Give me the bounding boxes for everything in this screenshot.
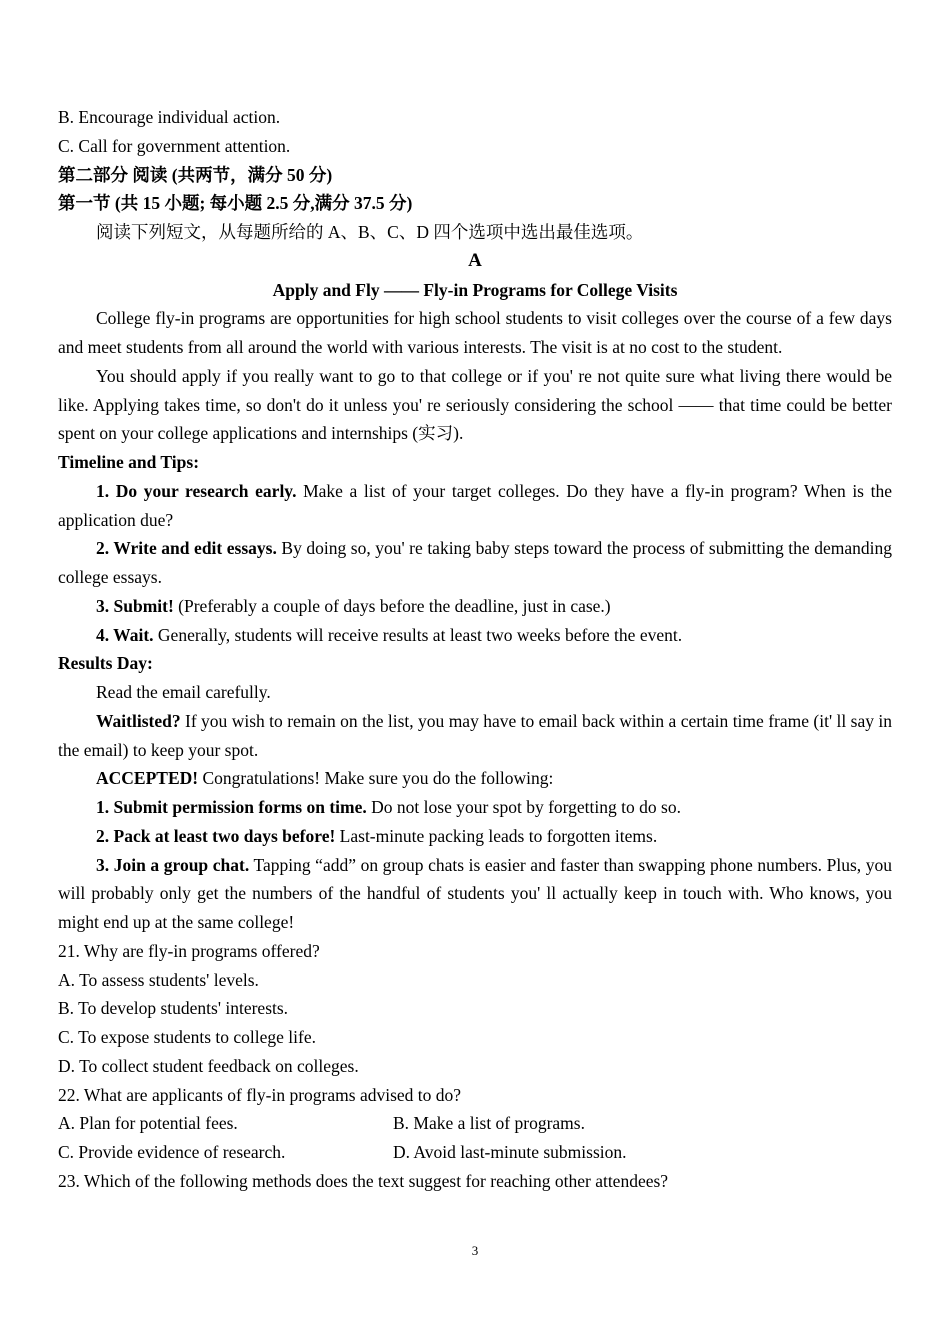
waitlisted-paragraph bbox=[58, 707, 892, 765]
step-1 bbox=[58, 793, 892, 822]
paragraph-1: College fly-in programs are opportunities for high school students to visit colleges over the course of a few days and meet students from all around the world with various interests. The visit is at no cost to the student. bbox=[58, 308, 892, 357]
waitlisted-label: Waitlisted? bbox=[96, 710, 181, 731]
question-21-stem: 21. Why are fly-in programs offered? bbox=[58, 940, 320, 961]
question-22-option-b: B. Make a list of programs. bbox=[393, 1113, 585, 1134]
step-3-label: 3. Join a group chat. bbox=[96, 854, 250, 875]
tip-1-label: 1. Do your research early. bbox=[96, 480, 297, 501]
step-2-label: 2. Pack at least two days before! bbox=[96, 825, 336, 846]
instruction: 阅读下列短文，从每题所给的 A、B、C、D 四个选项中选出最佳选项。 bbox=[96, 222, 644, 242]
question-21-option-a: A. To assess students' levels. bbox=[58, 969, 259, 990]
passage-title: Apply and Fly —— Fly-in Programs for College Visits bbox=[272, 279, 678, 300]
timeline-heading: Timeline and Tips: bbox=[58, 452, 200, 472]
previous-option-c: C. Call for government attention. bbox=[58, 135, 291, 156]
tip-2-text: By doing so, you' re taking baby steps toward the process of submitting the demanding college essays. bbox=[58, 538, 892, 587]
step-2-text: Last-minute packing leads to forgotten items. bbox=[335, 825, 658, 846]
results-heading: Results Day: bbox=[58, 653, 153, 674]
question-22-stem: 22. What are applicants of fly-in programs advised to do? bbox=[58, 1084, 462, 1105]
accepted-label: ACCEPTED! bbox=[96, 768, 199, 789]
step-2 bbox=[58, 822, 892, 851]
question-21-option-c: C. To expose students to college life. bbox=[58, 1027, 316, 1047]
question-21-option-b: B. To develop students' interests. bbox=[58, 998, 289, 1019]
accepted-text: Congratulations! Make sure you do the following: bbox=[198, 768, 554, 789]
tip-1 bbox=[58, 477, 892, 535]
tip-3 bbox=[58, 592, 892, 621]
question-22-options-row-2 bbox=[58, 1138, 892, 1167]
step-1-label: 1. Submit permission forms on time. bbox=[96, 797, 367, 817]
tip-3-text: (Preferably a couple of days before the deadline, just in case.) bbox=[173, 595, 611, 616]
tip-4-text: Generally, students will receive results at least two weeks before the event. bbox=[153, 624, 683, 645]
tip-2-label: 2. Write and edit essays. bbox=[96, 538, 277, 559]
passage-letter: A bbox=[468, 249, 482, 271]
question-23-stem: 23. Which of the following methods does the text suggest for reaching other attendees? bbox=[58, 1170, 669, 1191]
previous-option-b: B. Encourage individual action. bbox=[58, 107, 281, 127]
accepted-paragraph bbox=[58, 764, 892, 793]
step-3 bbox=[58, 851, 892, 937]
question-22-option-a: A. Plan for potential fees. bbox=[58, 1113, 238, 1134]
page-number: 3 bbox=[471, 1243, 479, 1258]
question-22-option-d: D. Avoid last-minute submission. bbox=[393, 1142, 627, 1162]
step-1-text: Do not lose your spot by forgetting to do so. bbox=[366, 797, 681, 817]
section-heading: 第一节 (共 15 小题; 每小题 2.5 分,满分 37.5 分) bbox=[58, 193, 413, 214]
tip-1-text: Make a list of your target colleges. Do they have a fly-in program? When is the application due? bbox=[58, 480, 892, 530]
tip-2 bbox=[58, 534, 892, 592]
question-22-options-row-1 bbox=[58, 1109, 892, 1138]
question-21-option-d: D. To collect student feedback on colleges. bbox=[58, 1055, 359, 1076]
tip-4-label: 4. Wait. bbox=[96, 624, 154, 645]
step-3-text: Tapping “add” on group chats is easier and faster than swapping phone numbers. Plus, you will probably only get the numbers of the handful of students you' ll actually keep in touch with. Who knows, you might end up at the same college! bbox=[58, 854, 892, 932]
waitlisted-text: If you wish to remain on the list, you may have to email back within a certain time frame (it' ll say in the email) to keep your spot. bbox=[58, 710, 892, 760]
read-email: Read the email carefully. bbox=[96, 682, 271, 702]
part-heading: 第二部分 阅读 (共两节，满分 50 分) bbox=[58, 164, 333, 185]
tip-3-label: 3. Submit! bbox=[96, 595, 174, 616]
paragraph-2: You should apply if you really want to go to that college or if you' re not quite sure what living there would be like. Applying takes time, so don't do it unless you' re seriously considering the school —— that time could be better spent on your college applications and internships (实习). bbox=[58, 365, 892, 444]
exam-page bbox=[58, 103, 892, 1196]
tip-4 bbox=[58, 621, 892, 650]
question-22-option-c: C. Provide evidence of research. bbox=[58, 1142, 286, 1162]
